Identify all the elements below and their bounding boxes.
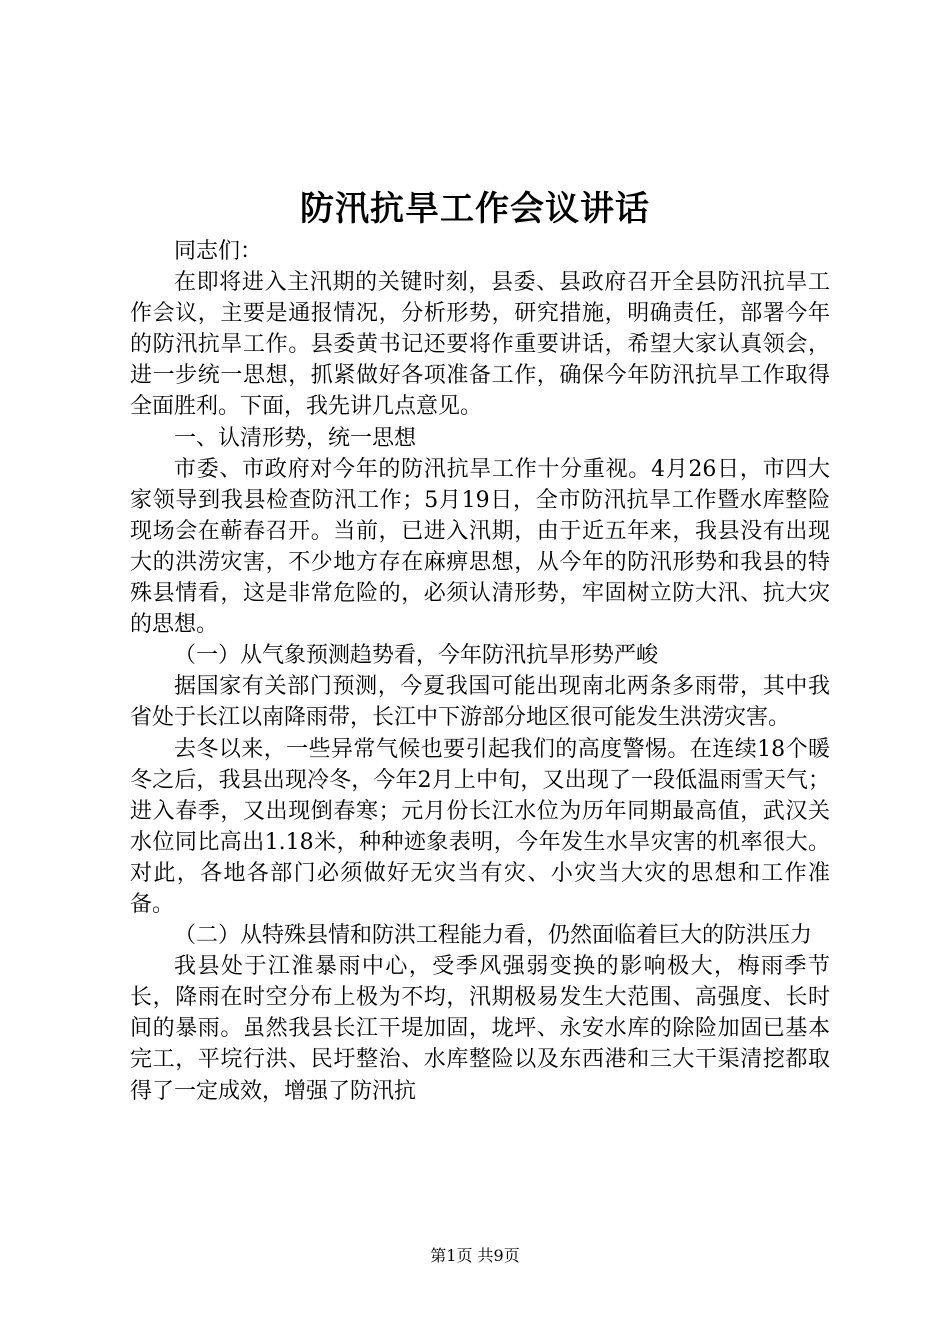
paragraph-climate: 去冬以来，一些异常气候也要引起我们的高度警惕。在连续18个暖冬之后，我县出现冷冬，今年2月上中旬，又出现了一段低温雨雪天气；进入春季，又出现倒春寒；元月份长江水位为历年同期最高值，武汉关水位同比高出1.18米，种种迹象表明，今年发生水旱灾害的机率很大。对此，各地各部门必须做好无灾当有灾、小灾当大灾的思想和工作准备。 — [130, 736, 830, 917]
section-heading-1: 一、认清形势，统一思想 — [174, 425, 417, 451]
salutation: 同志们： — [174, 239, 263, 264]
document-title: 防汛抗旱工作会议讲话 — [300, 189, 650, 229]
subsection-heading-1: （一）从气象预测趋势看，今年防汛抗旱形势严峻 — [174, 643, 659, 669]
paragraph-forecast: 据国家有关部门预测，今夏我国可能出现南北两条多雨带，其中我省处于长江以南降雨带，长江中下游部分地区很可能发生洪涝灾害。 — [130, 674, 830, 731]
page-number: 第1页 共9页 — [430, 1246, 520, 1265]
paragraph-situation: 市委、市政府对今年的防汛抗旱工作十分重视。4月26日，市四大家领导到我县检查防汛工作；5月19日，全市防汛抗旱工作暨水库整险现场会在蕲春召开。当前，已进入汛期，由于近五年来，我县没有出现大的洪涝灾害，不少地方存在麻痹思想，从今年的防汛形势和我县的特殊县情看，这是非常危险的，必须认清形势，牢固树立防大汛、抗大灾的思想。 — [130, 456, 830, 638]
subsection-heading-2: （二）从特殊县情和防洪工程能力看，仍然面临着巨大的防洪压力 — [174, 923, 813, 949]
document-body — [130, 236, 830, 1107]
paragraph-county: 我县处于江淮暴雨中心，受季风强弱变换的影响极大，梅雨季节长，降雨在时空分布上极为不均，汛期极易发生大范围、高强度、长时间的暴雨。虽然我县长江干堤加固，垅坪、永安水库的除险加固已基本完工，平垸行洪、民圩整治、水库整险以及东西港和三大干渠清挖都取得了一定成效，增强了防汛抗 — [130, 954, 830, 1104]
paragraph-intro: 在即将进入主汛期的关键时刻，县委、县政府召开全县防汛抗旱工作会议，主要是通报情况，分析形势，研究措施，明确责任，部署今年的防汛抗旱工作。县委黄书记还要将作重要讲话，希望大家认真领会，进一步统一思想，抓紧做好各项准备工作，确保今年防汛抗旱工作取得全面胜利。下面，我先讲几点意见。 — [130, 270, 830, 420]
